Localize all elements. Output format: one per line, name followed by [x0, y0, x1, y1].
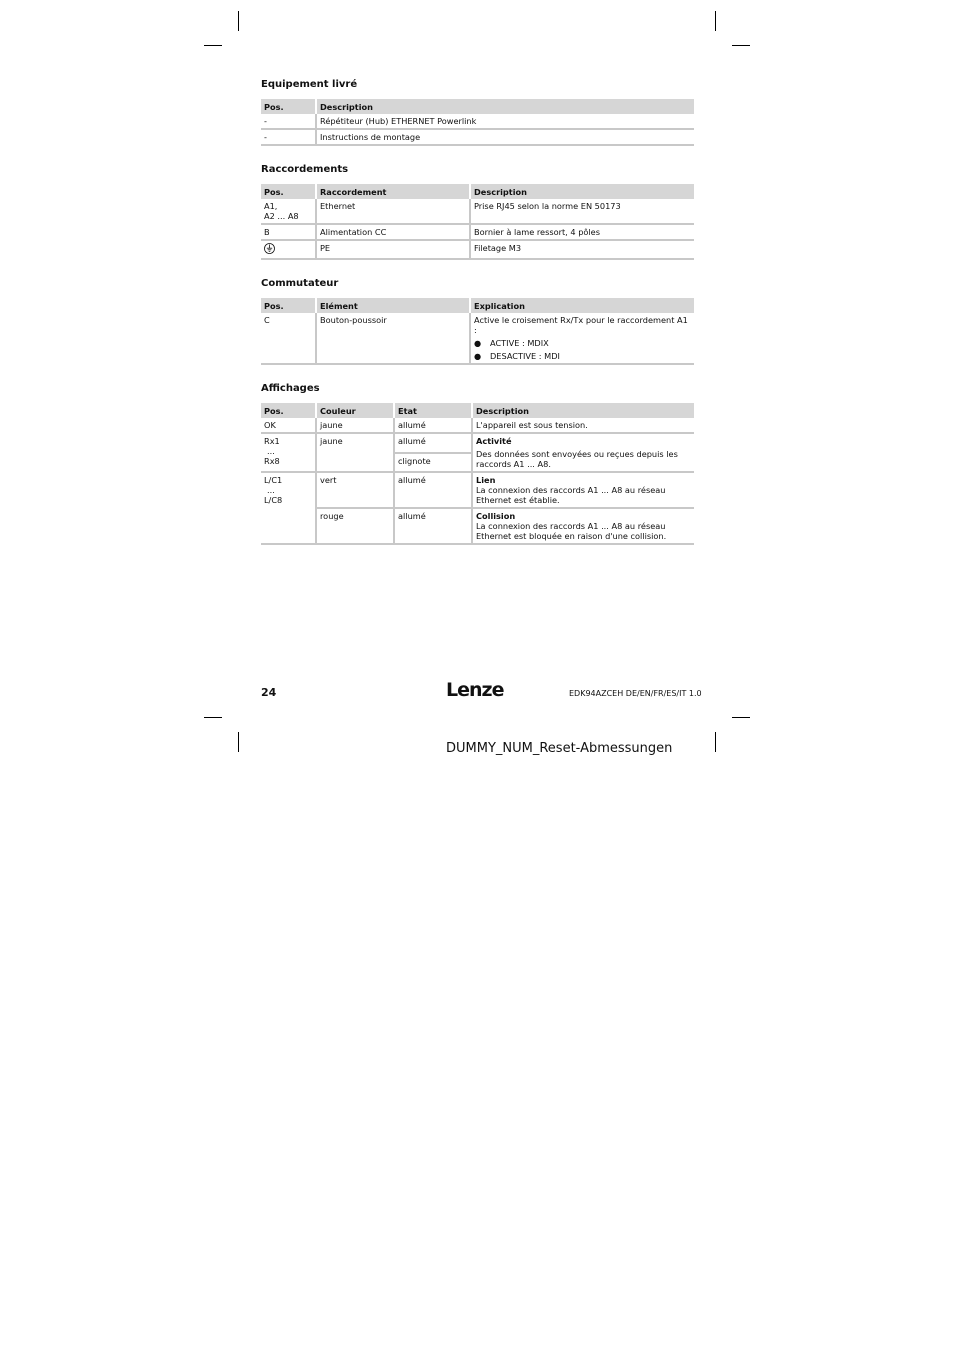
crop-mark: [238, 11, 239, 31]
cell-etat: allumé: [393, 509, 471, 545]
cell-etat: allumé: [393, 434, 471, 454]
ground-symbol-icon: [264, 243, 275, 254]
cell-pos: -: [261, 130, 315, 146]
raccordements-table: [261, 184, 694, 260]
cell-pos: [261, 241, 315, 260]
crop-mark: [732, 45, 750, 46]
header-description: Description: [471, 403, 694, 418]
cell-couleur: vert: [315, 473, 393, 509]
cell-etat: allumé: [393, 473, 471, 509]
equipement-table: [261, 99, 694, 146]
cell-etat: allumé: [393, 418, 471, 434]
page-number: 24: [261, 686, 277, 699]
cell-raccordement: PE: [315, 241, 469, 260]
cell-couleur: rouge: [315, 509, 393, 545]
crop-mark: [238, 732, 239, 752]
table-row: [261, 509, 694, 545]
table-row: [261, 418, 694, 434]
cell-pos: B: [261, 225, 315, 241]
header-pos: Pos.: [261, 184, 315, 199]
crop-mark: [715, 732, 716, 752]
bullet-icon: ●: [474, 338, 482, 348]
crop-mark: [204, 717, 222, 718]
commutateur-table: [261, 298, 694, 365]
cell-pos: Rx1 ... Rx8: [261, 434, 315, 473]
table-row: [261, 473, 694, 509]
list-item: ● ACTIVE : MDIX: [474, 338, 549, 348]
header-explication: Explication: [469, 298, 694, 313]
header-pos: Pos.: [261, 99, 315, 114]
header-raccordement: Raccordement: [315, 184, 469, 199]
header-pos: Pos.: [261, 298, 315, 313]
cell-description: Activité Des données sont envoyées ou reçues depuis les raccords A1 ... A8.: [471, 434, 694, 473]
header-couleur: Couleur: [315, 403, 393, 418]
cell-etat: clignote: [393, 454, 471, 474]
cell-pos: L/C1 ... L/C8: [261, 473, 315, 545]
cell-description: Collision La connexion des raccords A1 ... A8 au réseau Ethernet est bloquée en raison d'une collision.: [471, 509, 694, 545]
document-body: [261, 78, 694, 545]
cell-pos: -: [261, 114, 315, 130]
cell-pos: A1, A2 ... A8: [261, 199, 315, 225]
cell-description: Instructions de montage: [315, 130, 694, 146]
cell-description: Lien La connexion des raccords A1 ... A8 au réseau Ethernet est établie.: [471, 473, 694, 509]
list-item: ● DESACTIVE : MDI: [474, 351, 560, 361]
crop-mark: [715, 11, 716, 31]
dummy-label: DUMMY_NUM_Reset-Abmessungen: [446, 741, 673, 756]
crop-mark: [204, 45, 222, 46]
cell-pos: C: [261, 313, 315, 365]
header-element: Elément: [315, 298, 469, 313]
affichages-table: [261, 403, 694, 545]
cell-couleur: jaune: [315, 434, 393, 473]
cell-description: Répétiteur (Hub) ETHERNET Powerlink: [315, 114, 694, 130]
table-row: [261, 199, 694, 225]
header-etat: Etat: [393, 403, 471, 418]
cell-description: Bornier à lame ressort, 4 pôles: [469, 225, 694, 241]
cell-raccordement: Ethernet: [315, 199, 469, 225]
table-row: [261, 434, 694, 454]
header-description: Description: [315, 99, 694, 114]
header-pos: Pos.: [261, 403, 315, 418]
table-row: [261, 241, 694, 260]
cell-element: Bouton-poussoir: [315, 313, 469, 365]
section-title-equipement: Equipement livré: [261, 79, 358, 90]
document-code: EDK94AZCEH DE/EN/FR/ES/IT 1.0: [569, 689, 702, 698]
cell-description: Filetage M3: [469, 241, 694, 260]
lenze-logo: Lenze: [446, 679, 504, 701]
cell-pos: OK: [261, 418, 315, 434]
cell-raccordement: Alimentation CC: [315, 225, 469, 241]
table-row: [261, 114, 694, 130]
cell-description: Prise RJ45 selon la norme EN 50173: [469, 199, 694, 225]
cell-couleur: jaune: [315, 418, 393, 434]
table-row: [261, 313, 694, 365]
table-row: [261, 130, 694, 146]
bullet-icon: ●: [474, 351, 482, 361]
cell-description: L'appareil est sous tension.: [471, 418, 694, 434]
cell-explication: Active le croisement Rx/Tx pour le raccordement A1 : ● ACTIVE : MDIX ● DESACTIVE : MDI: [469, 313, 694, 365]
header-description: Description: [469, 184, 694, 199]
crop-mark: [732, 717, 750, 718]
section-title-affichages: Affichages: [261, 383, 320, 394]
table-row: [261, 225, 694, 241]
section-title-commutateur: Commutateur: [261, 278, 339, 289]
section-title-raccordements: Raccordements: [261, 164, 349, 175]
